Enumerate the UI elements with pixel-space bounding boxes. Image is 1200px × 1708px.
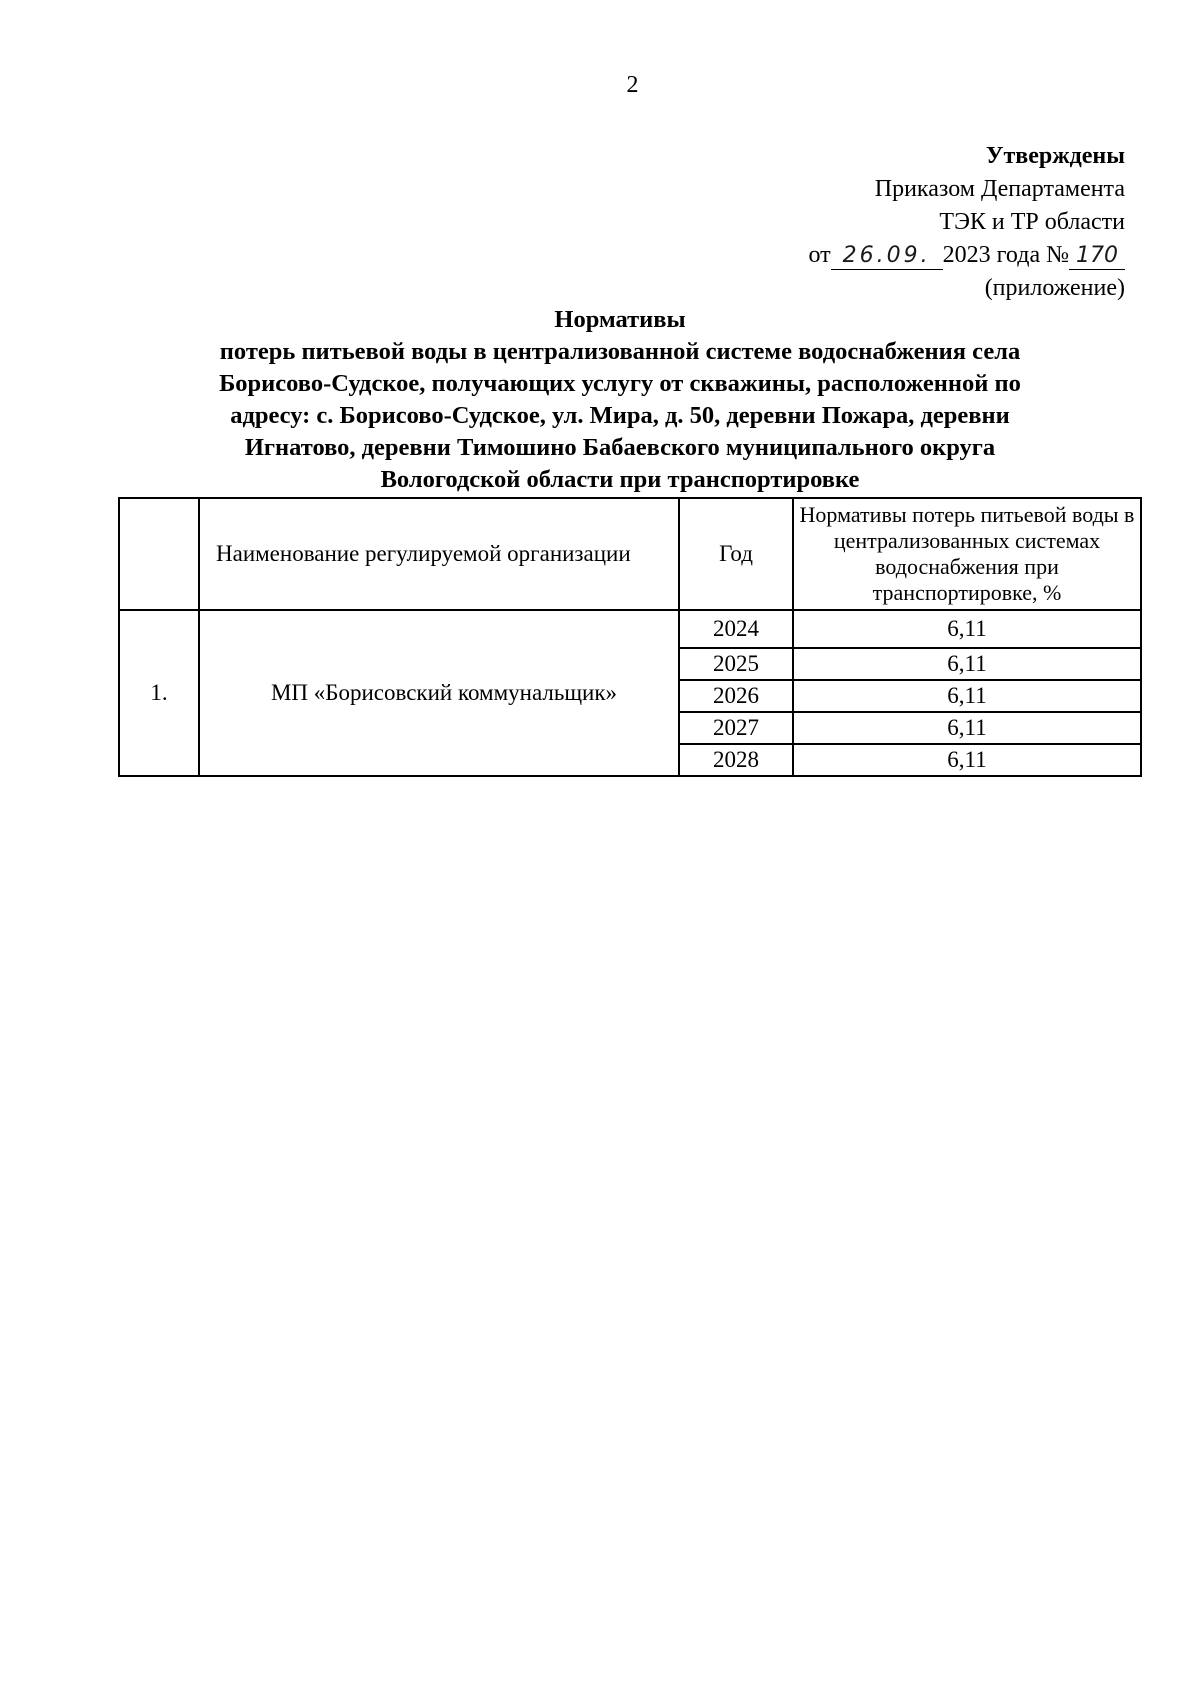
title-line: потерь питьевой воды в централизованной системе водоснабжения села: [219, 338, 1021, 365]
value-cell: 6,11: [793, 610, 1141, 648]
header-organization: Наименование регулируемой организации: [199, 498, 679, 610]
title-line: Борисово-Судское, получающих услугу от скважины, расположенной по: [219, 370, 1021, 397]
approval-block: [809, 140, 1126, 305]
page-number: 2: [626, 72, 639, 98]
year-cell: 2025: [679, 648, 793, 680]
attachment-label: (приложение): [984, 275, 1125, 301]
year-cell: 2026: [679, 680, 793, 712]
year-cell: 2028: [679, 744, 793, 776]
value-cell: 6,11: [793, 680, 1141, 712]
header-num: [119, 498, 199, 610]
organization-name: МП «Борисовский коммунальщик»: [199, 610, 679, 776]
approved-label: Утверждены: [985, 143, 1125, 169]
value-cell: 6,11: [793, 712, 1141, 744]
approval-date-line: [809, 239, 1126, 272]
title-line: адресу: с. Борисово-Судское, ул. Мира, д. 50, деревни Пожара, деревни: [230, 402, 1010, 429]
header-norm: Нормативы потерь питьевой воды в централизованных системах водоснабжения при транспортировке, %: [793, 498, 1141, 610]
table-row: [119, 610, 1141, 648]
table-header-row: [119, 498, 1141, 610]
title-heading: Нормативы: [554, 306, 686, 333]
approval-line-1: Приказом Департамента: [874, 176, 1125, 202]
norms-table: [118, 497, 1142, 777]
value-cell: 6,11: [793, 648, 1141, 680]
approval-line-2: ТЭК и ТР области: [939, 209, 1125, 235]
row-number: 1.: [119, 610, 199, 776]
year-text: 2023 года №: [942, 242, 1069, 268]
header-year: Год: [679, 498, 793, 610]
document-title: [120, 304, 1120, 496]
date-prefix: от: [808, 242, 831, 268]
title-line: Игнатово, деревни Тимошино Бабаевского муниципального округа: [244, 434, 996, 461]
title-line: Вологодской области при транспортировке: [380, 466, 860, 493]
value-cell: 6,11: [793, 744, 1141, 776]
year-cell: 2024: [679, 610, 793, 648]
handwritten-date: 26.09.: [831, 243, 943, 270]
handwritten-order-number: 170: [1069, 243, 1125, 270]
year-cell: 2027: [679, 712, 793, 744]
